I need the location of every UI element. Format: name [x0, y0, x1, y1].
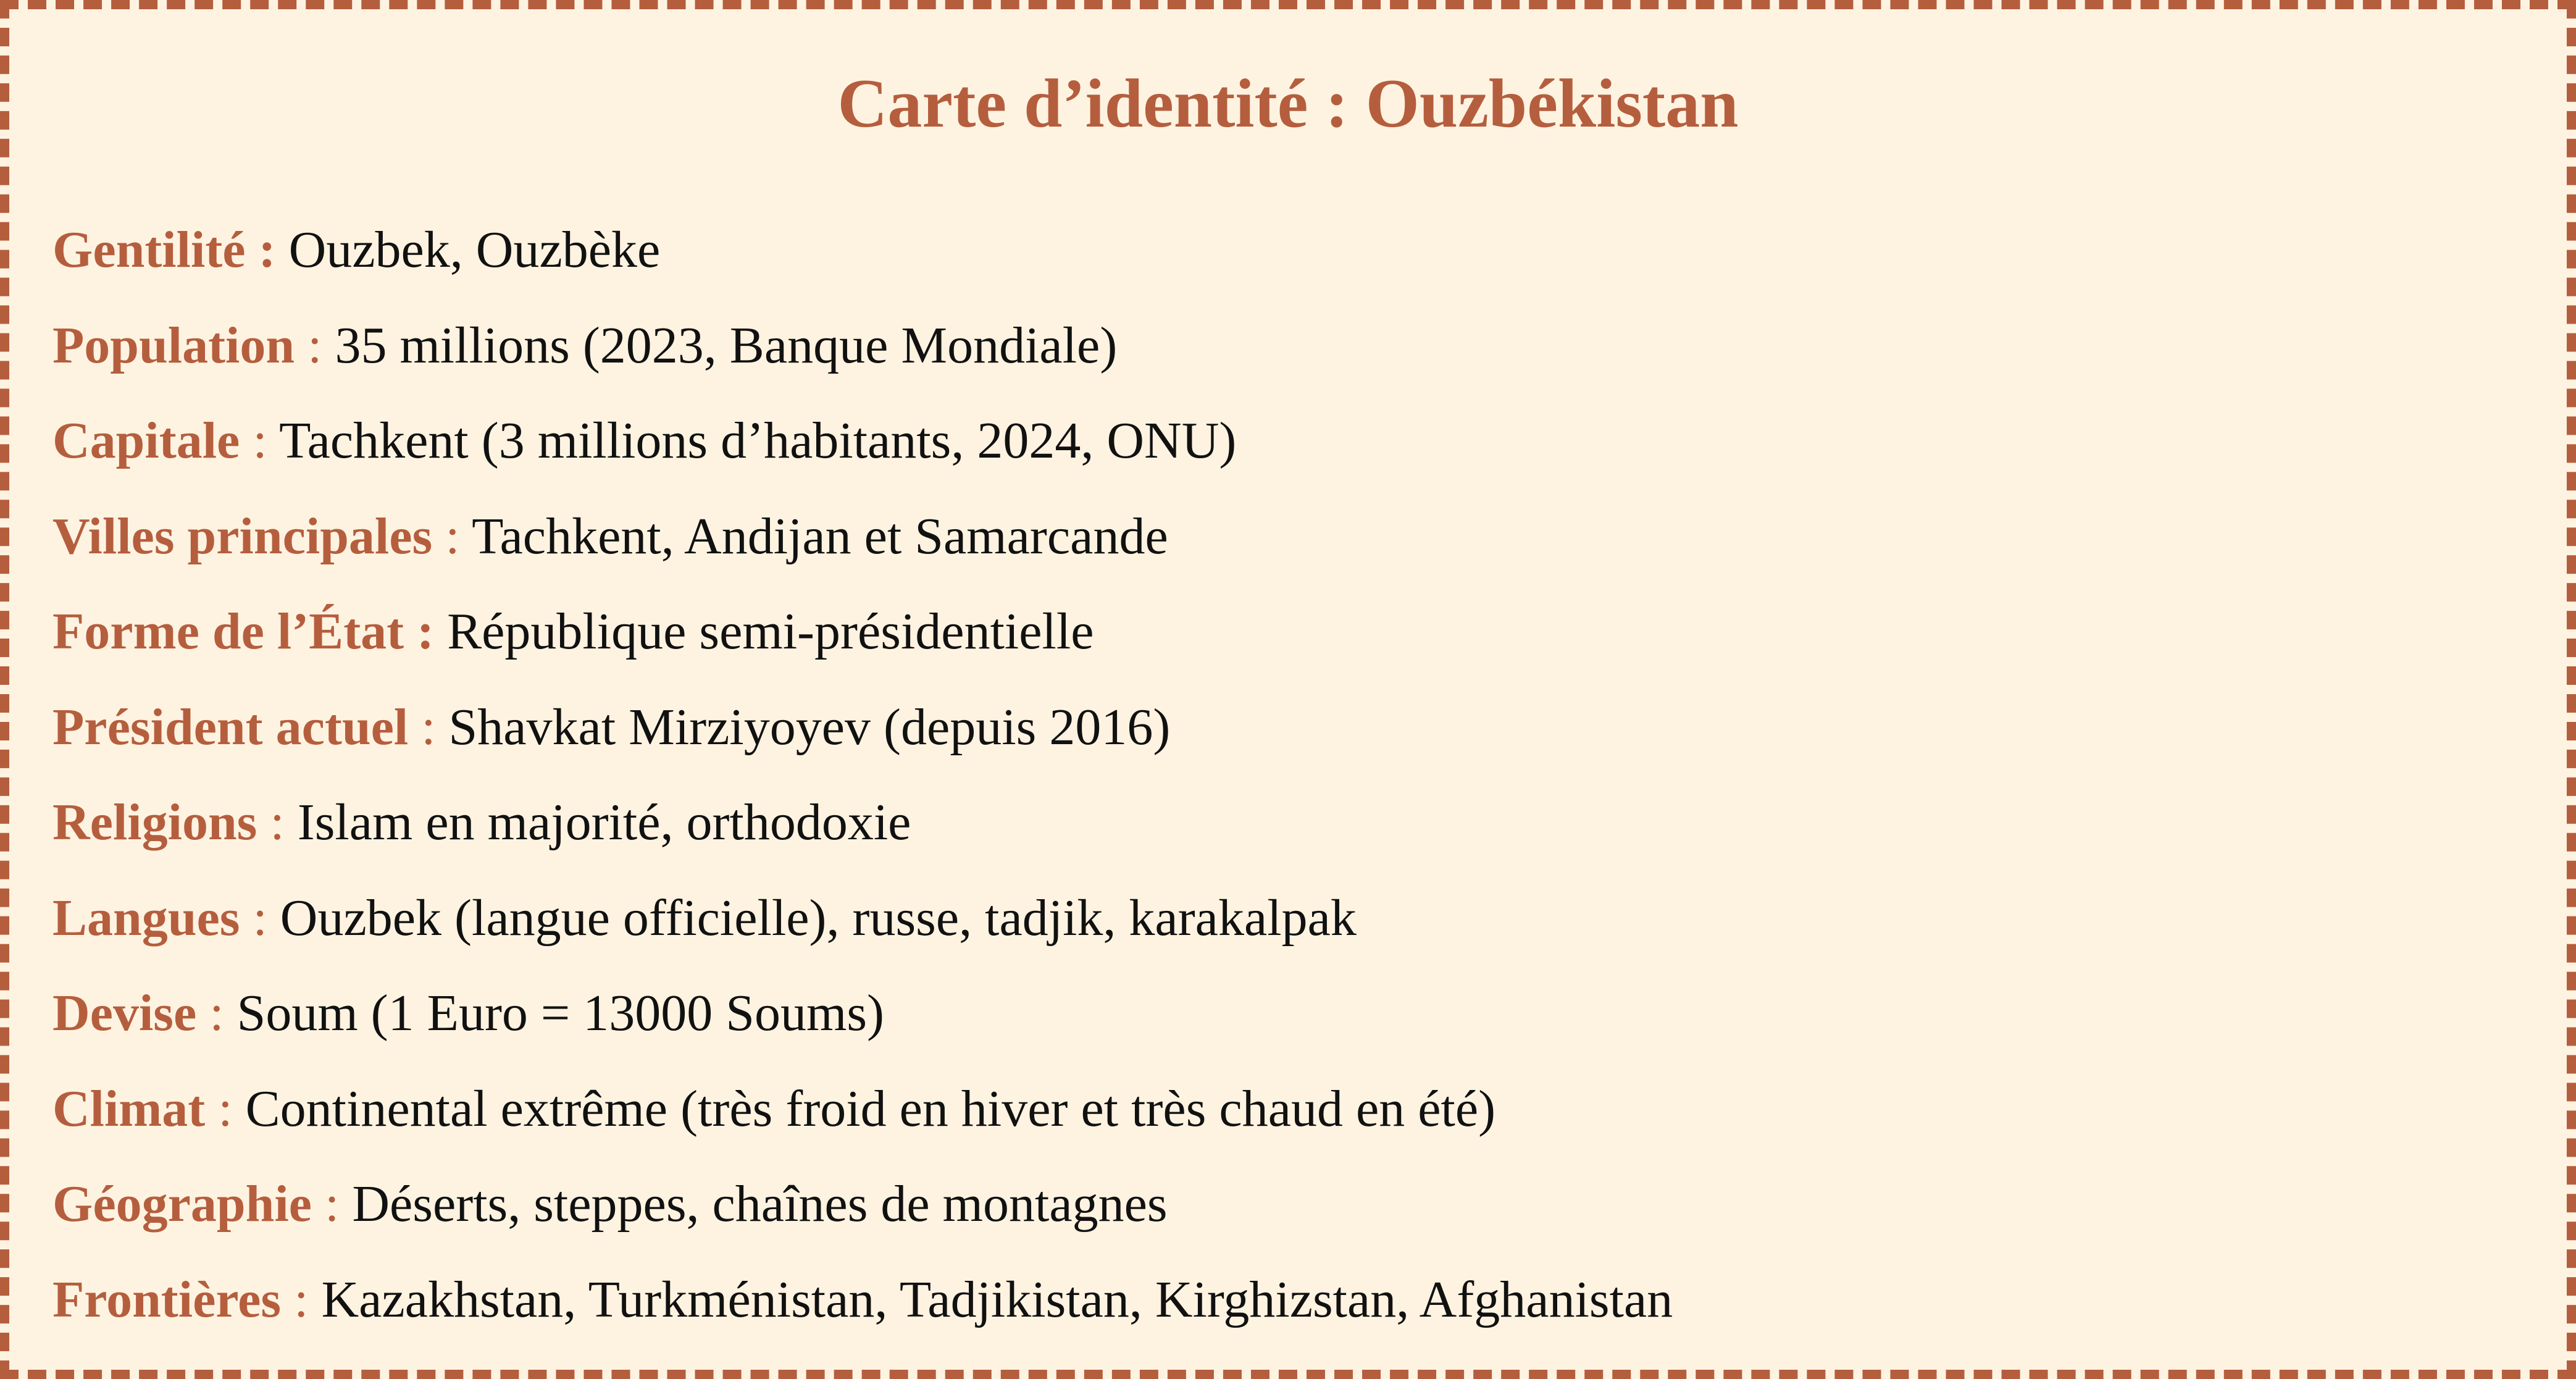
info-row-population: [52, 309, 2530, 404]
info-row-gentilite: [52, 213, 2530, 309]
info-label: Climat: [52, 1079, 206, 1138]
info-separator: :: [240, 412, 280, 469]
info-separator: :: [432, 507, 472, 565]
info-label: Capitale: [52, 412, 240, 469]
info-separator: :: [205, 1079, 246, 1138]
info-row-frontieres: [52, 1263, 2530, 1359]
info-separator: :: [196, 984, 237, 1042]
info-row-capitale: [52, 404, 2530, 500]
info-separator: :: [404, 603, 448, 660]
info-value: Soum (1 Euro = 13000 Soums): [236, 984, 885, 1042]
info-value: Tachkent (3 millions d’habitants, 2024, ONU): [279, 412, 1237, 469]
info-label: Président actuel: [52, 698, 409, 756]
info-value: Déserts, steppes, chaînes de montagnes: [352, 1175, 1168, 1233]
info-separator: :: [295, 316, 335, 374]
info-row-villes: [52, 500, 2530, 595]
info-label: Géographie: [52, 1175, 312, 1233]
info-value: Ouzbek, Ouzbèke: [288, 221, 661, 279]
info-value: Ouzbek (langue officielle), russe, tadjik, karakalpak: [280, 889, 1357, 947]
info-row-langues: [52, 881, 2530, 977]
info-value: Continental extrême (très froid en hiver et très chaud en été): [245, 1079, 1496, 1138]
info-separator: :: [408, 698, 449, 756]
info-row-geographie: [52, 1167, 2530, 1263]
info-row-devise: [52, 976, 2530, 1072]
info-separator: :: [257, 794, 298, 851]
info-row-religions: [52, 786, 2530, 881]
info-label: Gentilité: [52, 221, 246, 279]
info-separator: :: [240, 889, 280, 947]
info-value: Islam en majorité, orthodoxie: [297, 794, 911, 851]
info-row-forme-etat: [52, 595, 2530, 690]
info-separator: :: [245, 221, 289, 279]
info-row-climat: [52, 1072, 2530, 1168]
info-label: Villes principales: [52, 507, 433, 565]
info-value: Shavkat Mirziyoyev (depuis 2016): [448, 698, 1171, 756]
info-value: République semi-présidentielle: [447, 603, 1094, 660]
info-label: Langues: [52, 889, 240, 947]
info-label: Frontières: [52, 1270, 282, 1328]
info-value: Tachkent, Andijan et Samarcande: [472, 507, 1168, 565]
info-separator: :: [311, 1175, 353, 1233]
info-row-president: [52, 690, 2530, 786]
info-list: [52, 213, 2530, 1358]
info-label: Population: [52, 316, 295, 374]
page-title: Carte d’identité : Ouzbékistan: [837, 65, 1739, 142]
info-label: Devise: [52, 984, 197, 1042]
info-value: Kazakhstan, Turkménistan, Tadjikistan, Kirghizstan, Afghanistan: [321, 1270, 1673, 1328]
info-label: Forme de l’État: [52, 603, 404, 660]
info-value: 35 millions (2023, Banque Mondiale): [335, 316, 1118, 374]
info-separator: :: [281, 1270, 322, 1328]
info-label: Religions: [52, 794, 257, 851]
